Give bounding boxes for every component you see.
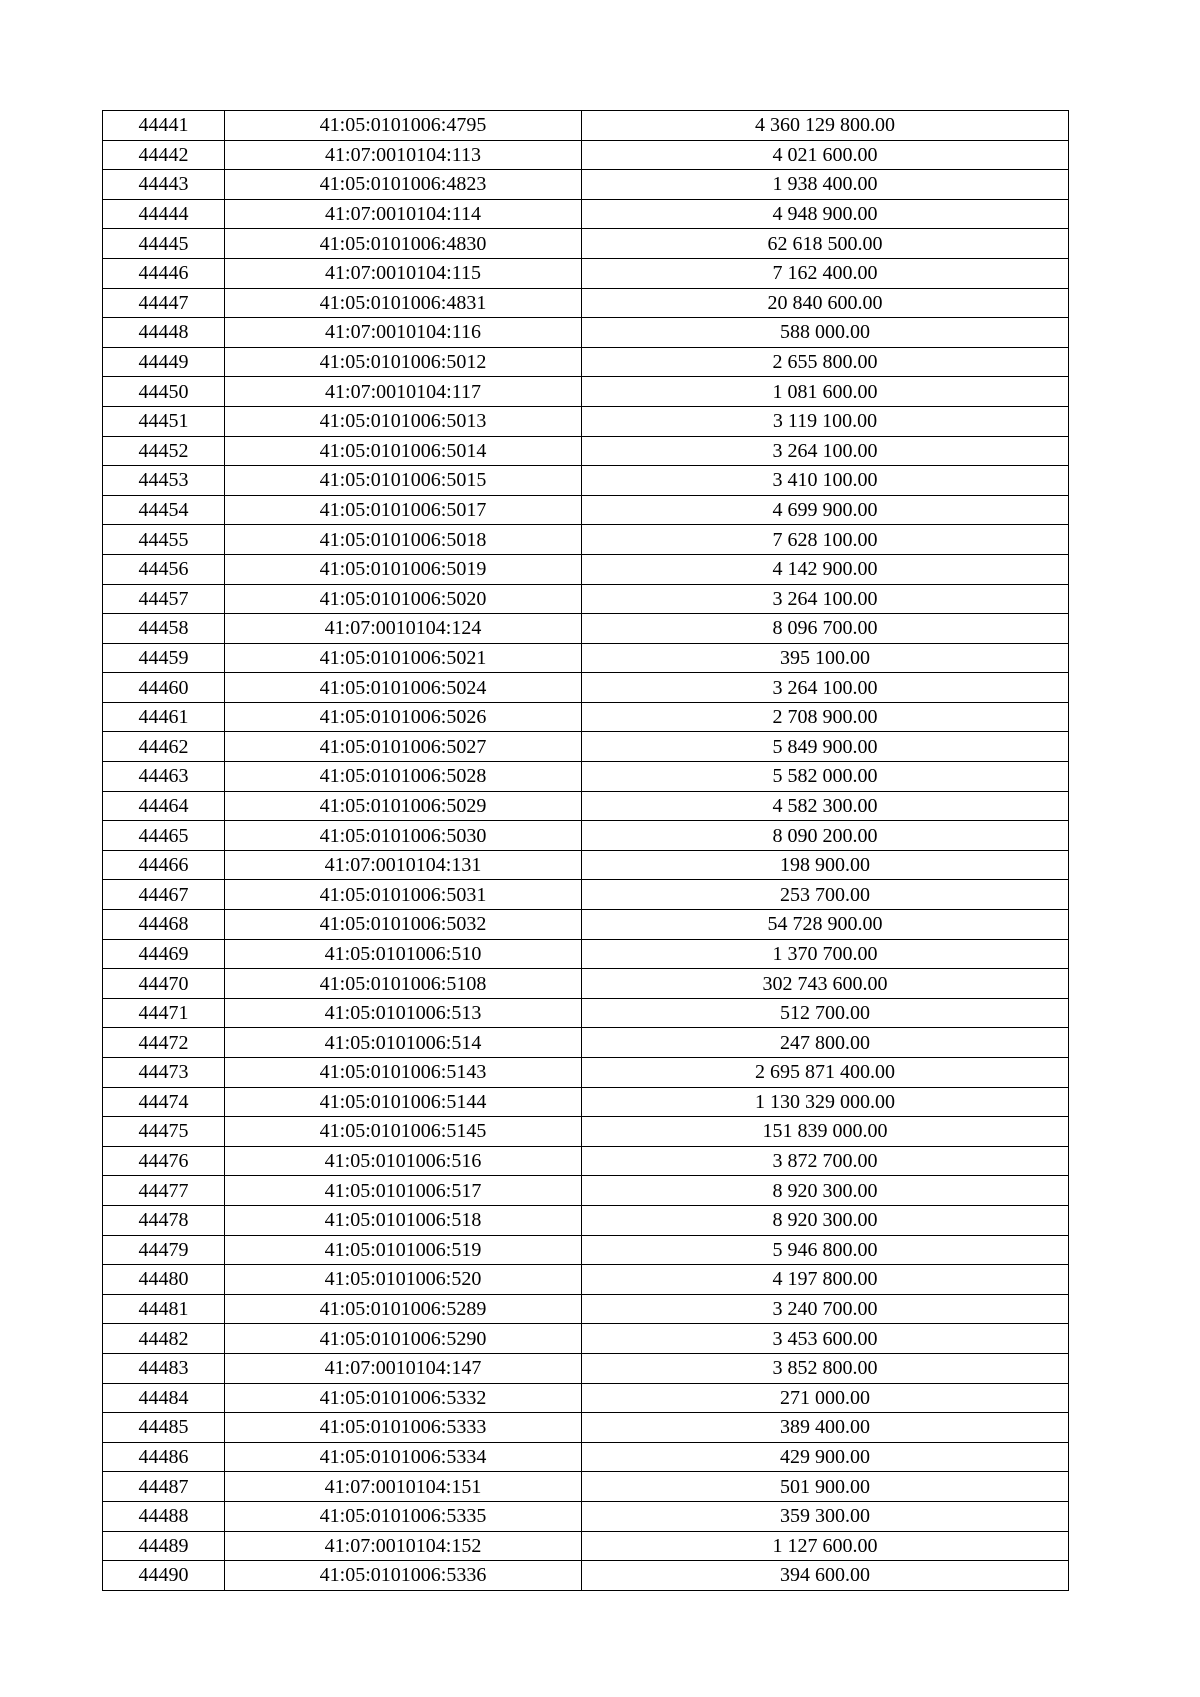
cadastral-value-cell: 359 300.00 xyxy=(582,1501,1069,1531)
cadastral-value-cell: 8 920 300.00 xyxy=(582,1205,1069,1235)
row-number-cell: 44445 xyxy=(103,229,225,259)
cadastral-number-cell: 41:05:0101006:5018 xyxy=(225,525,582,555)
row-number-cell: 44453 xyxy=(103,466,225,496)
table-row xyxy=(103,1058,1069,1088)
table-row xyxy=(103,377,1069,407)
table-row xyxy=(103,584,1069,614)
row-number-cell: 44450 xyxy=(103,377,225,407)
cadastral-value-cell: 247 800.00 xyxy=(582,1028,1069,1058)
row-number-cell: 44447 xyxy=(103,288,225,318)
row-number-cell: 44457 xyxy=(103,584,225,614)
row-number-cell: 44487 xyxy=(103,1472,225,1502)
table-row xyxy=(103,1442,1069,1472)
table-row xyxy=(103,554,1069,584)
table-row xyxy=(103,466,1069,496)
cadastral-number-cell: 41:07:0010104:113 xyxy=(225,140,582,170)
cadastral-value-cell: 8 090 200.00 xyxy=(582,821,1069,851)
table-row xyxy=(103,525,1069,555)
cadastral-value-cell: 1 081 600.00 xyxy=(582,377,1069,407)
cadastral-value-cell: 62 618 500.00 xyxy=(582,229,1069,259)
cadastral-number-cell: 41:05:0101006:5019 xyxy=(225,554,582,584)
table-row xyxy=(103,1235,1069,1265)
table-row xyxy=(103,1531,1069,1561)
cadastral-value-cell: 5 946 800.00 xyxy=(582,1235,1069,1265)
table-row xyxy=(103,732,1069,762)
cadastral-value-cell: 3 264 100.00 xyxy=(582,584,1069,614)
cadastral-number-cell: 41:05:0101006:5012 xyxy=(225,347,582,377)
cadastral-value-cell: 1 130 329 000.00 xyxy=(582,1087,1069,1117)
table-row xyxy=(103,1501,1069,1531)
row-number-cell: 44456 xyxy=(103,554,225,584)
table-row xyxy=(103,910,1069,940)
row-number-cell: 44467 xyxy=(103,880,225,910)
table-row xyxy=(103,1413,1069,1443)
table-row xyxy=(103,821,1069,851)
cadastral-number-cell: 41:07:0010104:152 xyxy=(225,1531,582,1561)
row-number-cell: 44441 xyxy=(103,111,225,141)
table-row xyxy=(103,406,1069,436)
cadastral-value-cell: 253 700.00 xyxy=(582,880,1069,910)
table-row xyxy=(103,643,1069,673)
table-row xyxy=(103,111,1069,141)
table-row xyxy=(103,1265,1069,1295)
cadastral-value-cell: 3 264 100.00 xyxy=(582,436,1069,466)
cadastral-value-cell: 3 240 700.00 xyxy=(582,1294,1069,1324)
cadastral-value-cell: 2 695 871 400.00 xyxy=(582,1058,1069,1088)
cadastral-value-cell: 271 000.00 xyxy=(582,1383,1069,1413)
table-row xyxy=(103,495,1069,525)
cadastral-value-cell: 7 162 400.00 xyxy=(582,258,1069,288)
cadastral-number-cell: 41:05:0101006:516 xyxy=(225,1146,582,1176)
cadastral-value-cell: 2 708 900.00 xyxy=(582,702,1069,732)
row-number-cell: 44446 xyxy=(103,258,225,288)
row-number-cell: 44483 xyxy=(103,1353,225,1383)
table-row xyxy=(103,436,1069,466)
row-number-cell: 44469 xyxy=(103,939,225,969)
cadastral-value-cell: 588 000.00 xyxy=(582,318,1069,348)
cadastral-number-cell: 41:05:0101006:5144 xyxy=(225,1087,582,1117)
cadastral-number-cell: 41:05:0101006:4831 xyxy=(225,288,582,318)
row-number-cell: 44476 xyxy=(103,1146,225,1176)
cadastral-number-cell: 41:05:0101006:4795 xyxy=(225,111,582,141)
cadastral-number-cell: 41:05:0101006:4830 xyxy=(225,229,582,259)
row-number-cell: 44462 xyxy=(103,732,225,762)
cadastral-number-cell: 41:05:0101006:5013 xyxy=(225,406,582,436)
row-number-cell: 44452 xyxy=(103,436,225,466)
cadastral-number-cell: 41:05:0101006:5017 xyxy=(225,495,582,525)
row-number-cell: 44444 xyxy=(103,199,225,229)
row-number-cell: 44460 xyxy=(103,673,225,703)
cadastral-number-cell: 41:07:0010104:117 xyxy=(225,377,582,407)
row-number-cell: 44471 xyxy=(103,998,225,1028)
row-number-cell: 44464 xyxy=(103,791,225,821)
cadastral-number-cell: 41:05:0101006:5029 xyxy=(225,791,582,821)
row-number-cell: 44485 xyxy=(103,1413,225,1443)
row-number-cell: 44454 xyxy=(103,495,225,525)
row-number-cell: 44449 xyxy=(103,347,225,377)
cadastral-number-cell: 41:05:0101006:5143 xyxy=(225,1058,582,1088)
row-number-cell: 44448 xyxy=(103,318,225,348)
row-number-cell: 44478 xyxy=(103,1205,225,1235)
cadastral-number-cell: 41:05:0101006:5290 xyxy=(225,1324,582,1354)
table-row xyxy=(103,762,1069,792)
cadastral-value-cell: 54 728 900.00 xyxy=(582,910,1069,940)
cadastral-number-cell: 41:07:0010104:151 xyxy=(225,1472,582,1502)
table-row xyxy=(103,1205,1069,1235)
cadastral-value-cell: 4 948 900.00 xyxy=(582,199,1069,229)
row-number-cell: 44461 xyxy=(103,702,225,732)
row-number-cell: 44451 xyxy=(103,406,225,436)
row-number-cell: 44458 xyxy=(103,614,225,644)
cadastral-number-cell: 41:05:0101006:518 xyxy=(225,1205,582,1235)
cadastral-value-cell: 5 582 000.00 xyxy=(582,762,1069,792)
row-number-cell: 44480 xyxy=(103,1265,225,1295)
cadastral-number-cell: 41:05:0101006:513 xyxy=(225,998,582,1028)
cadastral-value-table xyxy=(102,110,1069,1591)
cadastral-number-cell: 41:07:0010104:131 xyxy=(225,850,582,880)
row-number-cell: 44463 xyxy=(103,762,225,792)
cadastral-number-cell: 41:05:0101006:5020 xyxy=(225,584,582,614)
cadastral-value-cell: 1 938 400.00 xyxy=(582,170,1069,200)
cadastral-value-cell: 3 852 800.00 xyxy=(582,1353,1069,1383)
cadastral-number-cell: 41:05:0101006:5015 xyxy=(225,466,582,496)
row-number-cell: 44465 xyxy=(103,821,225,851)
table-row xyxy=(103,1561,1069,1591)
table-row xyxy=(103,1324,1069,1354)
cadastral-value-cell: 4 699 900.00 xyxy=(582,495,1069,525)
cadastral-value-cell: 8 920 300.00 xyxy=(582,1176,1069,1206)
cadastral-number-cell: 41:05:0101006:5031 xyxy=(225,880,582,910)
table-row xyxy=(103,229,1069,259)
cadastral-number-cell: 41:05:0101006:5027 xyxy=(225,732,582,762)
cadastral-number-cell: 41:07:0010104:115 xyxy=(225,258,582,288)
cadastral-value-cell: 395 100.00 xyxy=(582,643,1069,673)
cadastral-number-cell: 41:05:0101006:5336 xyxy=(225,1561,582,1591)
table-row xyxy=(103,969,1069,999)
row-number-cell: 44466 xyxy=(103,850,225,880)
row-number-cell: 44472 xyxy=(103,1028,225,1058)
cadastral-value-cell: 429 900.00 xyxy=(582,1442,1069,1472)
cadastral-value-cell: 151 839 000.00 xyxy=(582,1117,1069,1147)
row-number-cell: 44486 xyxy=(103,1442,225,1472)
cadastral-value-cell: 512 700.00 xyxy=(582,998,1069,1028)
cadastral-value-cell: 4 142 900.00 xyxy=(582,554,1069,584)
table-row xyxy=(103,1353,1069,1383)
row-number-cell: 44481 xyxy=(103,1294,225,1324)
cadastral-number-cell: 41:05:0101006:517 xyxy=(225,1176,582,1206)
table-row xyxy=(103,1383,1069,1413)
row-number-cell: 44477 xyxy=(103,1176,225,1206)
table-row xyxy=(103,939,1069,969)
row-number-cell: 44468 xyxy=(103,910,225,940)
table-row xyxy=(103,614,1069,644)
cadastral-value-cell: 20 840 600.00 xyxy=(582,288,1069,318)
cadastral-number-cell: 41:05:0101006:5145 xyxy=(225,1117,582,1147)
table-row xyxy=(103,199,1069,229)
cadastral-number-cell: 41:05:0101006:5332 xyxy=(225,1383,582,1413)
cadastral-value-cell: 3 410 100.00 xyxy=(582,466,1069,496)
cadastral-number-cell: 41:05:0101006:5024 xyxy=(225,673,582,703)
row-number-cell: 44474 xyxy=(103,1087,225,1117)
cadastral-number-cell: 41:07:0010104:116 xyxy=(225,318,582,348)
cadastral-number-cell: 41:05:0101006:5021 xyxy=(225,643,582,673)
table-row xyxy=(103,1087,1069,1117)
cadastral-value-cell: 8 096 700.00 xyxy=(582,614,1069,644)
table-row xyxy=(103,1117,1069,1147)
row-number-cell: 44455 xyxy=(103,525,225,555)
cadastral-value-cell: 389 400.00 xyxy=(582,1413,1069,1443)
cadastral-number-cell: 41:05:0101006:514 xyxy=(225,1028,582,1058)
cadastral-number-cell: 41:07:0010104:124 xyxy=(225,614,582,644)
table-row xyxy=(103,998,1069,1028)
table-row xyxy=(103,258,1069,288)
table-row xyxy=(103,318,1069,348)
cadastral-value-cell: 3 453 600.00 xyxy=(582,1324,1069,1354)
table-row xyxy=(103,791,1069,821)
cadastral-number-cell: 41:05:0101006:510 xyxy=(225,939,582,969)
row-number-cell: 44479 xyxy=(103,1235,225,1265)
cadastral-number-cell: 41:05:0101006:5335 xyxy=(225,1501,582,1531)
row-number-cell: 44459 xyxy=(103,643,225,673)
cadastral-value-cell: 302 743 600.00 xyxy=(582,969,1069,999)
row-number-cell: 44490 xyxy=(103,1561,225,1591)
table-row xyxy=(103,1472,1069,1502)
cadastral-value-cell: 394 600.00 xyxy=(582,1561,1069,1591)
cadastral-value-cell: 198 900.00 xyxy=(582,850,1069,880)
cadastral-number-cell: 41:05:0101006:5108 xyxy=(225,969,582,999)
cadastral-value-cell: 4 360 129 800.00 xyxy=(582,111,1069,141)
row-number-cell: 44484 xyxy=(103,1383,225,1413)
cadastral-value-cell: 5 849 900.00 xyxy=(582,732,1069,762)
cadastral-value-cell: 3 872 700.00 xyxy=(582,1146,1069,1176)
table-row xyxy=(103,347,1069,377)
table-row xyxy=(103,1028,1069,1058)
table-row xyxy=(103,850,1069,880)
cadastral-value-cell: 4 582 300.00 xyxy=(582,791,1069,821)
cadastral-value-cell: 1 370 700.00 xyxy=(582,939,1069,969)
cadastral-value-cell: 4 021 600.00 xyxy=(582,140,1069,170)
cadastral-value-cell: 3 264 100.00 xyxy=(582,673,1069,703)
table-row xyxy=(103,140,1069,170)
cadastral-value-cell: 2 655 800.00 xyxy=(582,347,1069,377)
cadastral-number-cell: 41:05:0101006:5289 xyxy=(225,1294,582,1324)
cadastral-number-cell: 41:05:0101006:519 xyxy=(225,1235,582,1265)
table-body xyxy=(103,111,1069,1591)
cadastral-value-cell: 7 628 100.00 xyxy=(582,525,1069,555)
table-row xyxy=(103,1294,1069,1324)
row-number-cell: 44442 xyxy=(103,140,225,170)
table-row xyxy=(103,880,1069,910)
table-row xyxy=(103,1176,1069,1206)
cadastral-number-cell: 41:05:0101006:5028 xyxy=(225,762,582,792)
cadastral-number-cell: 41:05:0101006:5014 xyxy=(225,436,582,466)
cadastral-value-cell: 4 197 800.00 xyxy=(582,1265,1069,1295)
table-row xyxy=(103,170,1069,200)
cadastral-value-cell: 3 119 100.00 xyxy=(582,406,1069,436)
table-row xyxy=(103,288,1069,318)
cadastral-number-cell: 41:07:0010104:114 xyxy=(225,199,582,229)
cadastral-number-cell: 41:07:0010104:147 xyxy=(225,1353,582,1383)
cadastral-value-cell: 1 127 600.00 xyxy=(582,1531,1069,1561)
row-number-cell: 44482 xyxy=(103,1324,225,1354)
cadastral-number-cell: 41:05:0101006:5030 xyxy=(225,821,582,851)
cadastral-number-cell: 41:05:0101006:5334 xyxy=(225,1442,582,1472)
table-row xyxy=(103,1146,1069,1176)
row-number-cell: 44475 xyxy=(103,1117,225,1147)
row-number-cell: 44443 xyxy=(103,170,225,200)
cadastral-number-cell: 41:05:0101006:4823 xyxy=(225,170,582,200)
row-number-cell: 44489 xyxy=(103,1531,225,1561)
cadastral-number-cell: 41:05:0101006:5026 xyxy=(225,702,582,732)
cadastral-number-cell: 41:05:0101006:5333 xyxy=(225,1413,582,1443)
table-row xyxy=(103,673,1069,703)
row-number-cell: 44470 xyxy=(103,969,225,999)
row-number-cell: 44488 xyxy=(103,1501,225,1531)
cadastral-number-cell: 41:05:0101006:5032 xyxy=(225,910,582,940)
row-number-cell: 44473 xyxy=(103,1058,225,1088)
cadastral-number-cell: 41:05:0101006:520 xyxy=(225,1265,582,1295)
cadastral-value-cell: 501 900.00 xyxy=(582,1472,1069,1502)
table-row xyxy=(103,702,1069,732)
